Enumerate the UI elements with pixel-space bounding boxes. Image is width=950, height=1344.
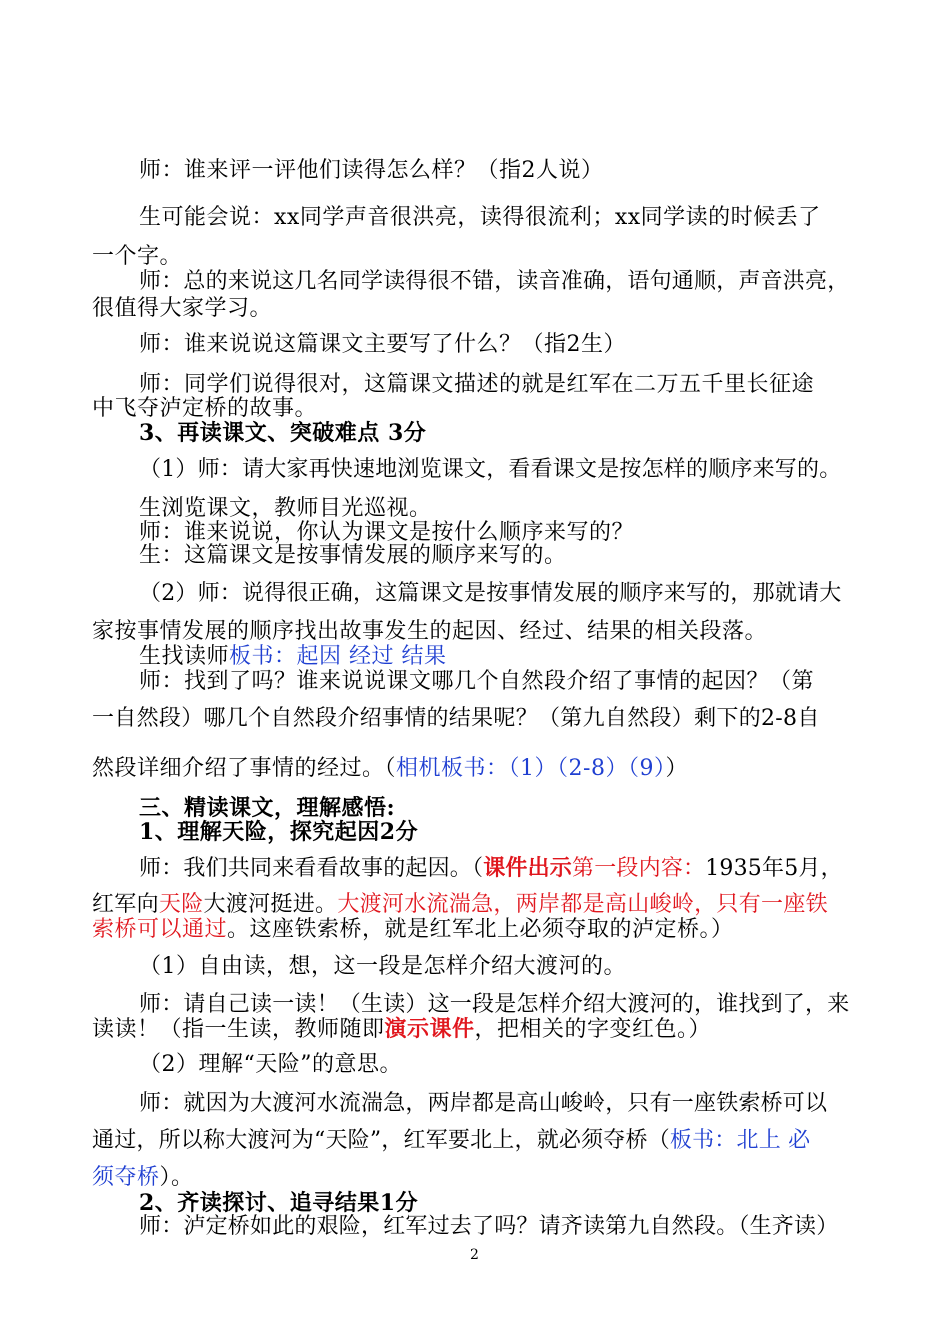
highlight-text: 天险	[158, 892, 204, 917]
blackboard-note: 相机板书：（1）（2-8）（9）	[396, 756, 666, 781]
blackboard-note: 板书：北上 必	[669, 1128, 811, 1153]
text-line: 师：总的来说这几名同学读得很不错，读音准确，语句通顺，声音洪亮，	[139, 269, 850, 294]
text-line: （1）自由读，想，这一段是怎样介绍大渡河的。	[139, 954, 626, 979]
text-line: 师：找到了吗？谁来说说课文哪几个自然段介绍了事情的起因？（第	[139, 669, 815, 694]
text-line: 师：我们共同来看看故事的起因。（课件出示第一段内容：1935年5月，	[139, 855, 843, 881]
courseware-note: 课件出示	[483, 855, 573, 881]
text-line: 很值得大家学习。	[92, 296, 273, 321]
text-line: （1）师：请大家再快速地浏览课文，看看课文是按怎样的顺序来写的。	[139, 457, 842, 482]
blackboard-note: 板书：起因 经过 结果	[229, 644, 447, 669]
text-line: 师：谁来评一评他们读得怎么样？（指2人说）	[139, 158, 604, 183]
text-line: （2）师：说得很正确，这篇课文是按事情发展的顺序来写的，那就请大	[139, 581, 842, 606]
text-line: 须夺桥）。	[92, 1165, 194, 1190]
text-line: 师：同学们说得很对，这篇课文描述的就是红军在二万五千里长征途	[139, 372, 815, 397]
text-line: 师：谁来说说，你认为课文是按什么顺序来写的？	[139, 520, 635, 545]
text-line: （2）理解“天险”的意思。	[139, 1052, 402, 1077]
text-line: 一自然段）哪几个自然段介绍事情的结果呢？（第九自然段）剩下的2-8自	[92, 706, 820, 731]
text-line: 师：谁来说说这篇课文主要写了什么？（指2生）	[139, 332, 626, 357]
text-line: 生找读师板书：起因 经过 结果	[139, 644, 447, 669]
text-line: 师：泸定桥如此的艰险，红军过去了吗？请齐读第九自然段。（生齐读）	[139, 1214, 839, 1239]
text-line: 师：请自己读一读！（生读）这一段是怎样介绍大渡河的，谁找到了，来	[139, 992, 850, 1017]
section-heading: 1、理解天险，探究起因2分	[139, 819, 419, 845]
text-line: 家按事情发展的顺序找出故事发生的起因、经过、结果的相关段落。	[92, 619, 768, 644]
text-line: 生可能会说：xx同学声音很洪亮，读得很流利；xx同学读的时候丢了	[139, 205, 821, 230]
highlight-text: 索桥可以通过	[92, 917, 228, 942]
page-number: 2	[470, 1247, 479, 1263]
section-heading: 2、齐读探讨、追寻结果1分	[139, 1190, 419, 1216]
text-line: 生浏览课文，教师目光巡视。	[139, 496, 432, 521]
text-line: 通过，所以称大渡河为“天险”，红军要北上，就必须夺桥（板书：北上 必	[92, 1128, 811, 1153]
section-heading: 3、再读课文、突破难点 3分	[139, 420, 427, 446]
text-line: 中飞夺泸定桥的故事。	[92, 396, 318, 421]
text-line: 然段详细介绍了事情的经过。（相机板书：（1）（2-8）（9））	[92, 756, 688, 781]
courseware-note: 演示课件	[384, 1016, 475, 1042]
text-line: 索桥可以通过。这座铁索桥，就是红军北上必须夺取的泸定桥。）	[92, 917, 734, 942]
text-line: 一个字。	[92, 244, 183, 269]
text-line: 读读！（指一生读，教师随即演示课件，把相关的字变红色。）	[92, 1016, 712, 1042]
highlight-text: 大渡河水流湍急，两岸都是高山峻岭，只有一座铁	[337, 892, 828, 917]
text-line: 生：这篇课文是按事情发展的顺序来写的。	[139, 543, 567, 568]
section-heading: 三、精读课文，理解感悟:	[139, 795, 396, 821]
blackboard-note: 须夺桥	[92, 1165, 160, 1190]
text-line: 红军向天险大渡河挺进。大渡河水流湍急，两岸都是高山峻岭，只有一座铁	[92, 892, 828, 917]
text-line: 师：就因为大渡河水流湍急，两岸都是高山峻岭，只有一座铁索桥可以	[139, 1091, 828, 1116]
